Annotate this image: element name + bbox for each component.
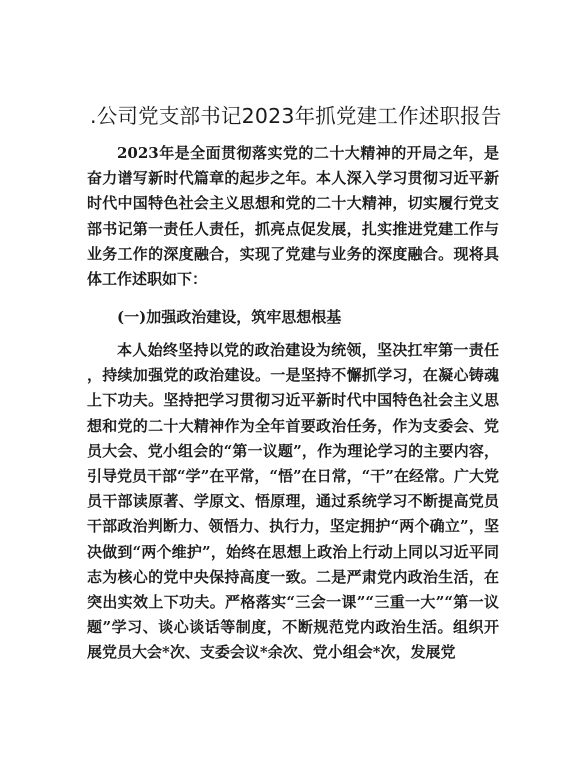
document-title: .公司党支部书记2023年抓党建工作述职报告	[90, 104, 502, 128]
intro-paragraph: 2023年是全面贯彻落实党的二十大精神的开局之年，是奋力谱写新时代篇章的起步之年。本人深入学习贯彻习近平新时代中国特色社会主义思想和党的二十大精神，切实履行党支部书记第一责任人责任，抓亮点促发展，扎实推进党建工作与业务工作的深度融合，实现了党建与业务的深度融合。现将具体工作述职如下：	[87, 144, 499, 289]
section-heading: (一)加强政治建设，筑牢思想根基	[117, 308, 342, 326]
section-paragraph: 本人始终坚持以党的政治建设为统领，坚决扛牢第一责任，持续加强党的政治建设。一是坚持不懈抓学习，在凝心铸魂上下功夫。坚持把学习贯彻习近平新时代中国特色社会主义思想和党的二十大精神作为全年首要政治任务，作为支委会、党员大会、党小组会的“第一议题”，作为理论学习的主要内容，引导党员干部“学”在平常，“悟”在日常，“干”在经常。广大党员干部读原著、学原文、悟原理，通过系统学习不断提高党员干部政治判断力、领悟力、执行力，坚定拥护“两个确立”，坚决做到“两个维护”，始终在思想上政治上行动上同以习近平同志为核心的党中央保持高度一致。二是严肃党内政治生活，在突出实效上下功夫。严格落实“三会一课”“三重一大”“第一议题”学习、谈心谈话等制度，不断规范党内政治生活。组织开展党员大会*次、支委会议*余次、党小组会*次，发展党	[87, 341, 499, 662]
